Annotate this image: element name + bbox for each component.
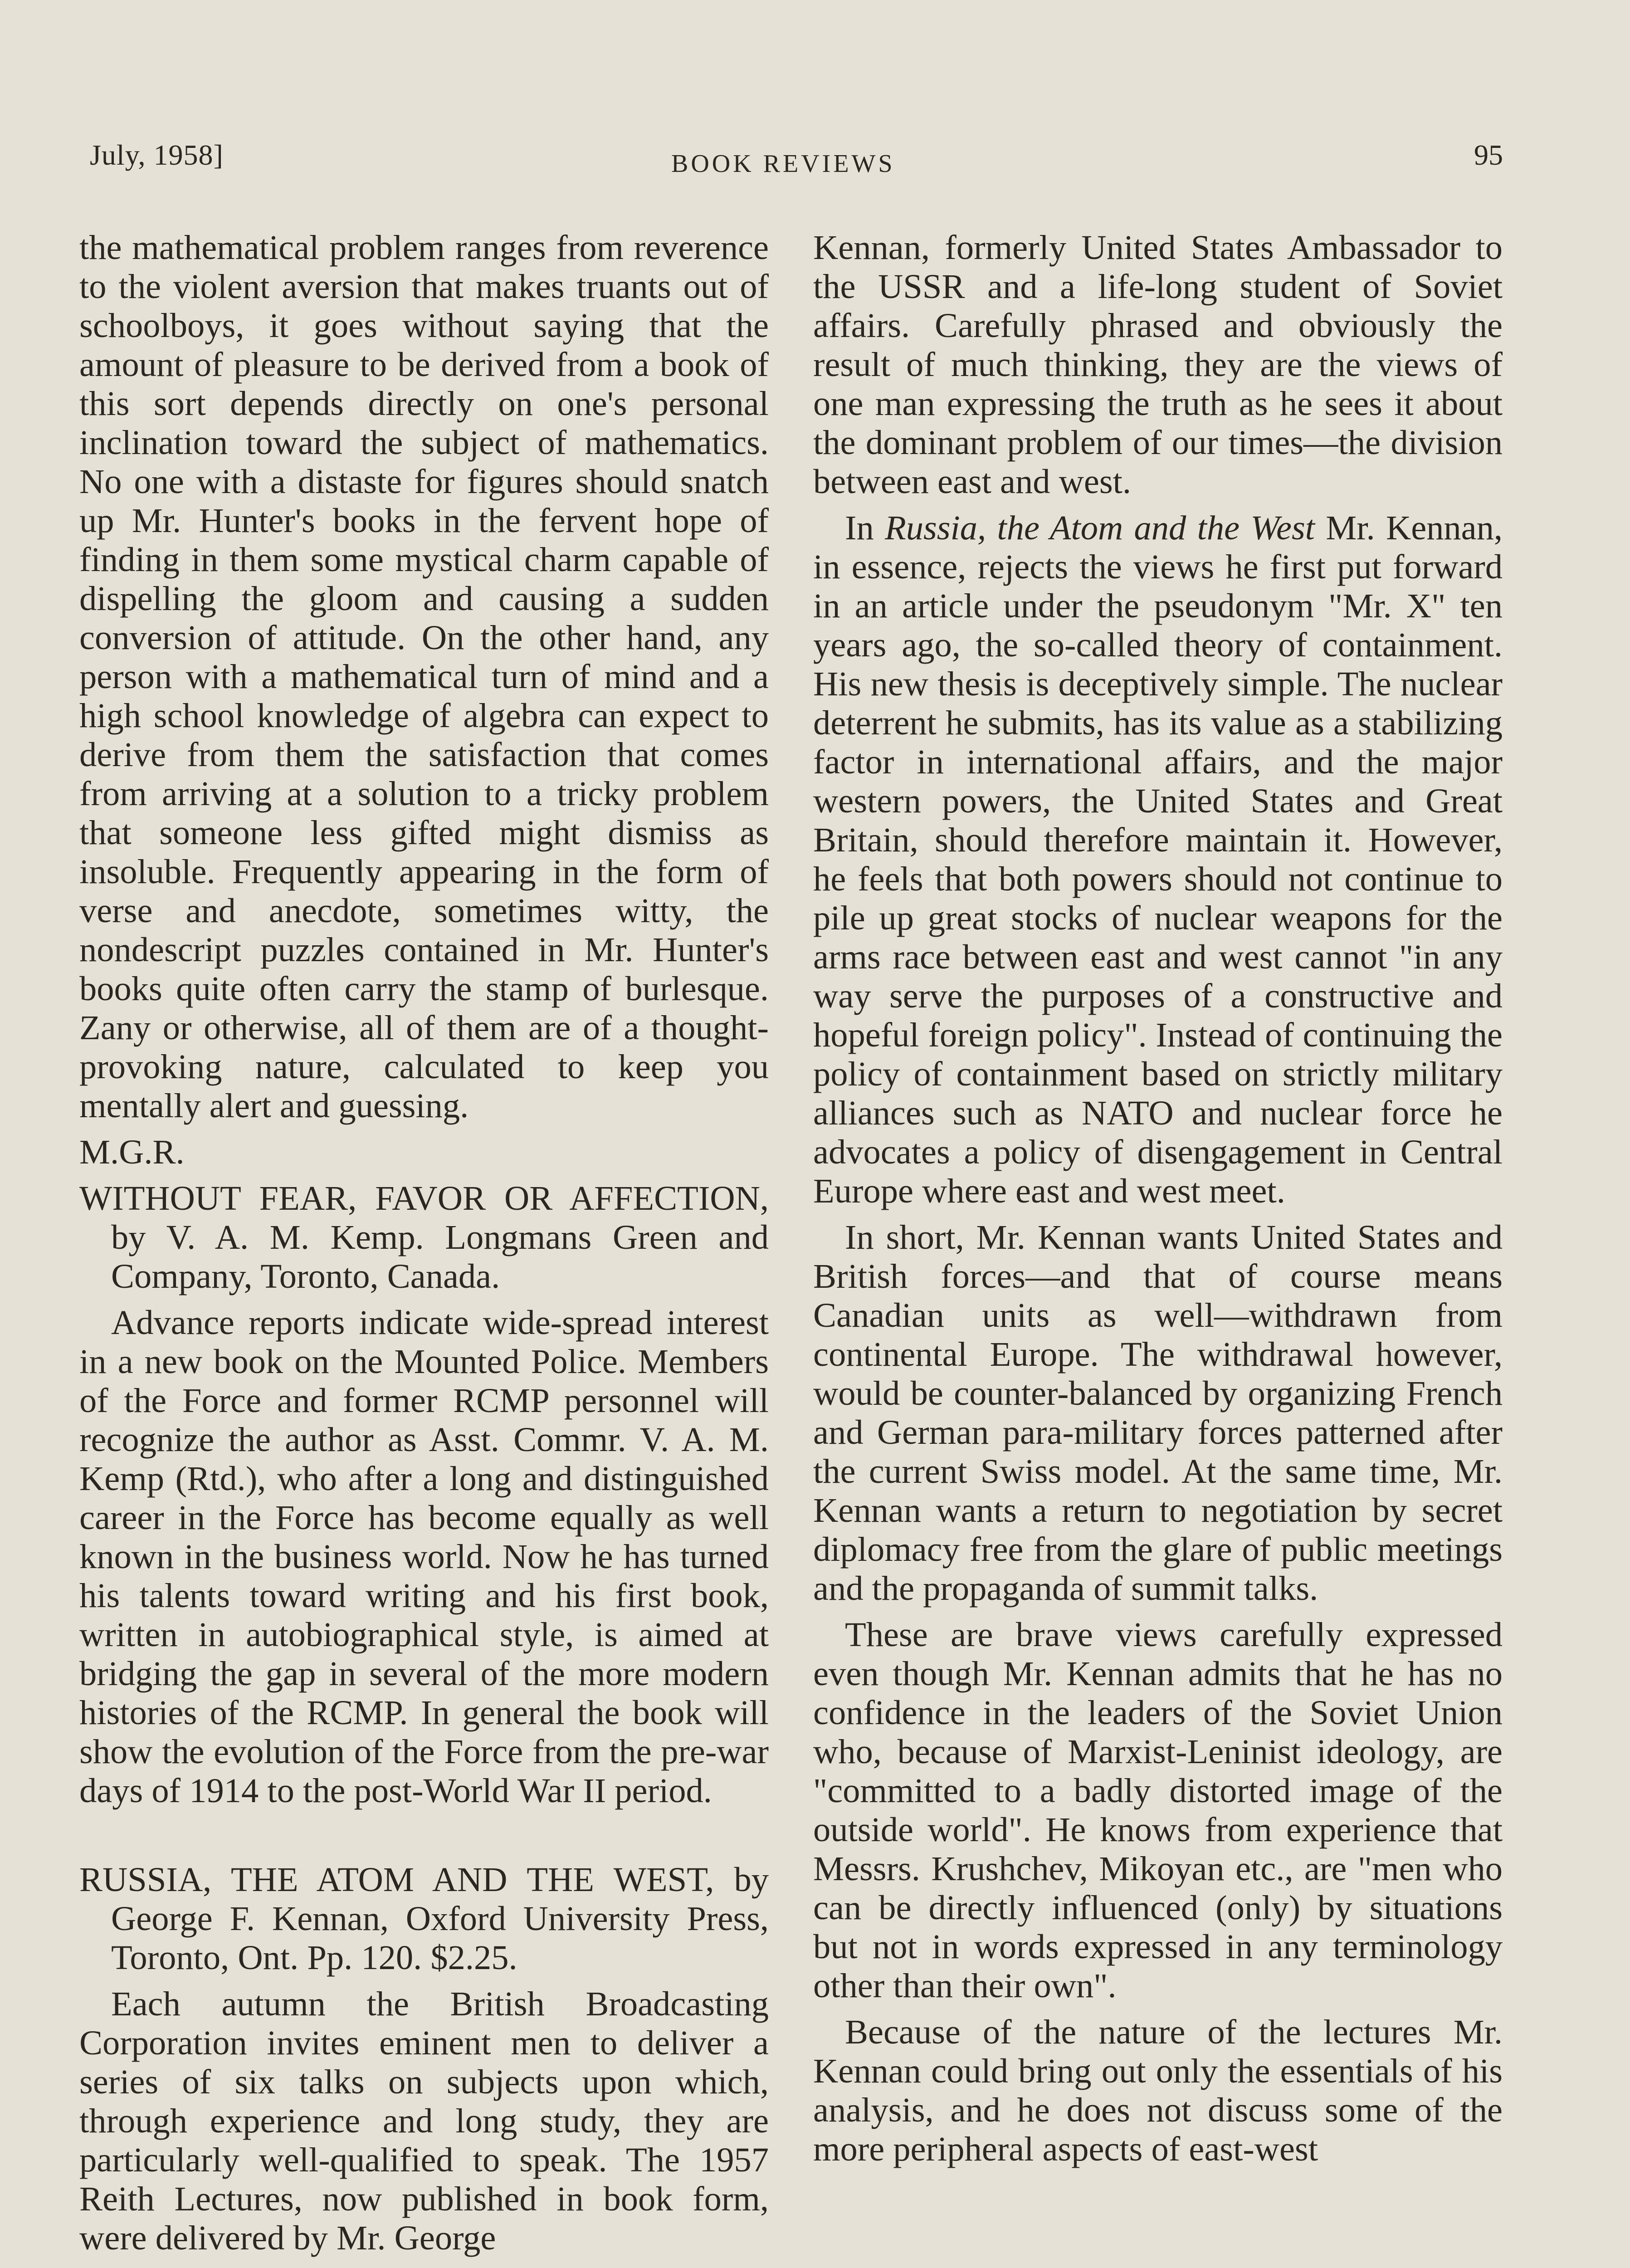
- paragraph: [813, 508, 1503, 1211]
- paragraph: Because of the nature of the lectures Mr. Kennan could bring out only the essentials of his analysis, and he does not discuss some of the more peripheral aspects of east-west: [813, 2013, 1503, 2168]
- right-column: [813, 228, 1503, 2176]
- review-body-kemp: Advance reports indicate wide-spread interest in a new book on the Mounted Police. Members of the Force and former RCMP personnel will recognize the author as Asst. Commr. V. A. M. Kemp (Rtd.), who after a long and distinguished career in the Force has become equally as well known in the business world. Now he has turned his talents toward writing and his first book, written in autobiographical style, is aimed at bridging the gap in several of the more modern histories of the RCMP. In general the book will show the evolution of the Force from the pre-war days of 1914 to the post-World War II period.: [79, 1303, 769, 1810]
- page-header: [0, 138, 1630, 184]
- review-heading-kennan: [79, 1860, 769, 1977]
- paragraph-text: Mr. Kennan, in essence, rejects the views he first put forward in an article under the pseudonym "Mr. X" ten years ago, the so-called theory of containment. His new thesis is deceptively simple. The nuclear deterrent he submits, has its value as a stabilizing factor in international affairs, and the major western powers, the United States and Great Britain, should therefore maintain it. However, he feels that both powers should not continue to pile up great stocks of nuclear weapons for the arms race between east and west cannot "in any way serve the purposes of a constructive and hopeful foreign policy". Instead of continuing the policy of containment based on strictly military alliances such as NATO and nuclear force he advocates a policy of disengagement in Central Europe where east and west meet.: [813, 508, 1503, 1210]
- book-title: RUSSIA, THE ATOM AND THE WEST,: [79, 1860, 714, 1899]
- book-title: WITHOUT FEAR, FAVOR OR AFFECTION,: [79, 1179, 769, 1217]
- section-title: BOOK REVIEWS: [671, 150, 895, 178]
- page-number: 95: [1474, 139, 1503, 171]
- book-title-italic: Russia, the Atom and the West: [885, 508, 1315, 547]
- paragraph: These are brave views carefully expressed even though Mr. Kennan admits that he has no confidence in the leaders of the Soviet Union who, because of Marxist-Leninist ideology, are "committed to a badly distorted image of the outside world". He knows from experience that Messrs. Krushchev, Mikoyan etc., are "men who can be directly influenced (only) by situations but not in words expressed in any terminology other than their own".: [813, 1615, 1503, 2005]
- paragraph: In short, Mr. Kennan wants United States and British forces—and that of course means Canadian units as well—withdrawn from continental Europe. The withdrawal however, would be counter-balanced by organizing French and German para-military forces patterned after the current Swiss model. At the same time, Mr. Kennan wants a return to negotiation by secret diplomacy free from the glare of public meetings and the propaganda of summit talks.: [813, 1218, 1503, 1608]
- reviewer-initials: M.G.R.: [79, 1133, 185, 1171]
- paragraph: Kennan, formerly United States Ambassador to the USSR and a life-long student of Soviet affairs. Carefully phrased and obviously the result of much thinking, they are the views of one man expressing the truth as he sees it about the dominant problem of our times—the division between east and west.: [813, 228, 1503, 501]
- review-heading-kemp: [79, 1179, 769, 1296]
- review-body-kennan: Each autumn the British Broadcasting Corporation invites eminent men to deliver a series of six talks on subjects upon which, through experience and long study, they are particularly well-qualified to speak. The 1957 Reith Lectures, now published in book form, were delivered by Mr. George: [79, 1984, 769, 2257]
- issue-date: July, 1958]: [90, 139, 224, 171]
- book-citation: by George F. Kennan, Oxford University Press, Toronto, Ont. Pp. 120. $2.25.: [111, 1860, 769, 1977]
- left-column: [79, 228, 769, 2265]
- book-citation: by V. A. M. Kemp. Longmans Green and Company, Toronto, Canada.: [111, 1218, 769, 1295]
- paragraph-lead: In: [845, 508, 885, 547]
- continued-paragraph: the mathematical problem ranges from reverence to the violent aversion that makes truants out of schoolboys, it goes without saying that the amount of pleasure to be derived from a book of this sort depends directly on one's personal inclination toward the subject of mathematics. No one with a distaste for figures should snatch up Mr. Hunter's books in the fervent hope of finding in them some mystical charm capable of dispelling the gloom and causing a sudden conversion of attitude. On the other hand, any person with a mathematical turn of mind and a high school knowledge of algebra can expect to derive from them the satisfaction that comes from arriving at a solution to a tricky problem that someone less gifted might dismiss as insoluble. Frequently appearing in the form of verse and anecdote, sometimes witty, the nondescript puzzles contained in Mr. Hunter's books quite often carry the stamp of burlesque. Zany or otherwise, all of them are of a thought-provoking nature, calculated to keep you mentally alert and guessing.: [79, 228, 769, 1125]
